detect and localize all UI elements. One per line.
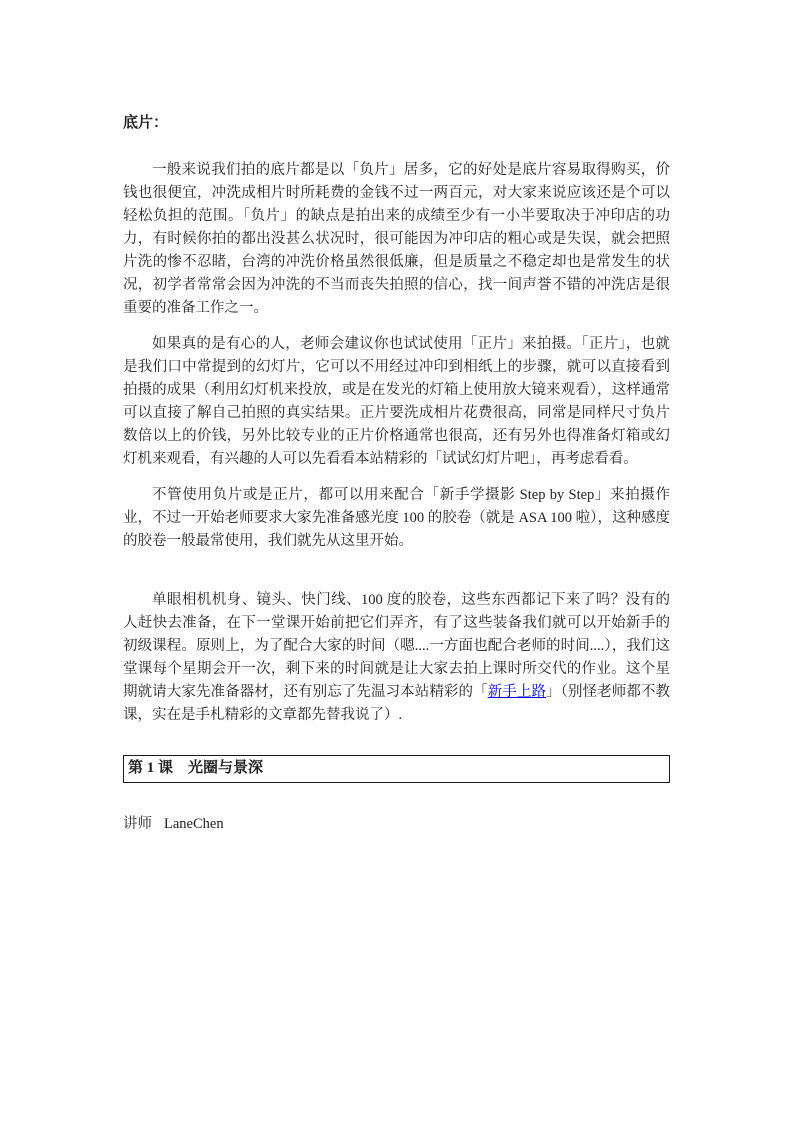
instructor-label: 讲师 (123, 816, 152, 832)
beginner-guide-link[interactable]: 新手上路 (487, 684, 547, 700)
paragraph-negative-film: 一般来说我们拍的底片都是以「负片」居多，它的好处是底片容易取得购买，价钱也很便宜，冲洗成相片时所耗费的金钱不过一两百元，对大家来说应该还是个可以轻松负担的范围。「负片」的缺点是拍出来的成绩至少有一小半要取决于冲印店的功力，有时候你拍的都出没甚么状况时，很可能因为冲印店的粗心或是失误，就会把照片洗的惨不忍睹，台湾的冲洗价格虽然很低廉，但是质量之不稳定却也是常发生的状况，初学者常常会因为冲洗的不当而丧失拍照的信心，找一间声誉不错的冲洗店是很重要的准备工作之一。 (123, 162, 670, 316)
paragraph-preparation-text-before: 单眼相机机身、镜头、快门线、100 度的胶卷，这些东西都记下来了吗？没有的人赶快去准备，在下一堂课开始前把它们弄齐，有了这些装备我们就可以开始新手的初级课程。原则上，为了配合大家的时间（嗯....一方面也配合老师的时间....），我们这堂课每个星期会开一次，剩下来的时间就是让大家去拍上课时所交代的作业。这个星期就请大家先准备器材，还有别忘了先温习本站精彩的「 (123, 592, 670, 700)
instructor-name: LaneChen (164, 816, 224, 832)
paragraph-positive-film: 如果真的是有心的人，老师会建议你也试试使用「正片」来拍摄。「正片」，也就是我们口中常提到的幻灯片，它可以不用经过冲印到相纸上的步骤，就可以直接看到拍摄的成果（利用幻灯机来投放，或是在发光的灯箱上使用放大镜来观看），这样通常可以直接了解自己拍照的真实结果。正片要洗成相片花费很高，同常是同样尺寸负片数倍以上的价钱，另外比较专业的正片价格通常也很高，还有另外也得准备灯箱或幻灯机来观看，有兴趣的人可以先看看本站精彩的「试试幻灯片吧」，再考虑看看。 (123, 336, 670, 467)
lesson-title: 第 1 课 光圈与景深 (128, 760, 264, 776)
paragraph-preparation-text-after: 」（别怪老师都不教课，实在是手札精彩的文章都先替我说了）. (123, 684, 671, 723)
page-title: 底片： (123, 115, 169, 131)
paragraph-preparation (123, 589, 670, 727)
lesson-title-box (123, 755, 670, 783)
instructor-line (123, 813, 670, 836)
paragraph-film-speed: 不管使用负片或是正片，都可以用来配合「新手学摄影 Step by Step」来拍摄作业，不过一开始老师要求大家先准备感光度 100 的胶卷（就是 ASA 100 啦），这种感度的胶卷一般最常使用，我们就先从这里开始。 (123, 487, 670, 549)
